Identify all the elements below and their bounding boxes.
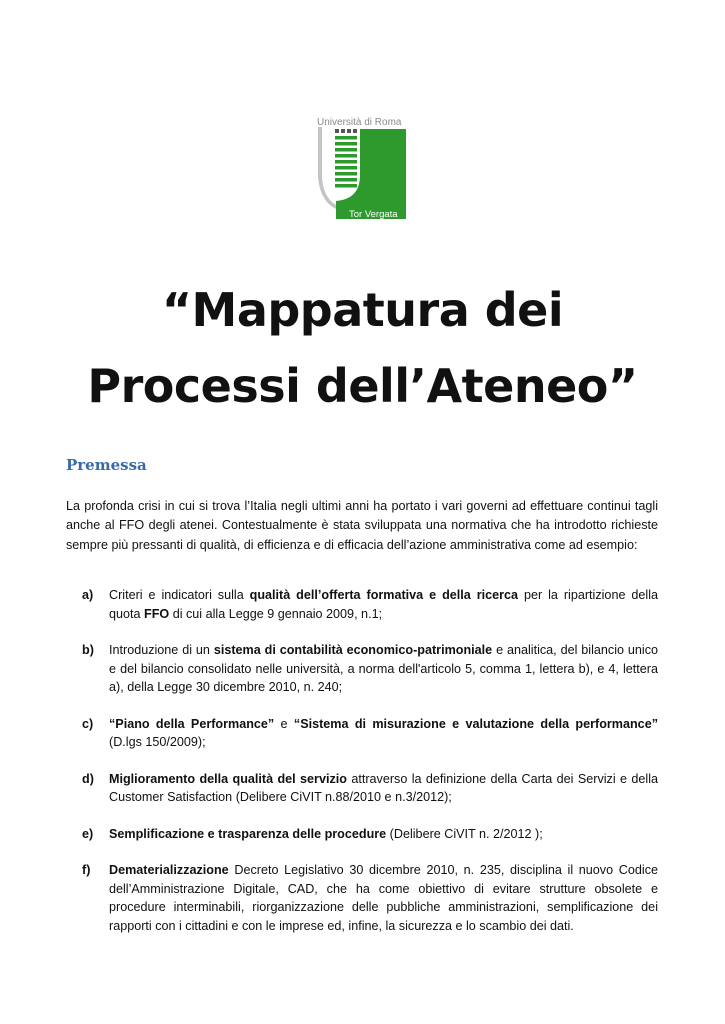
item-bold-text: FFO [144,606,170,621]
item-text: Criteri e indicatori sulla [109,588,250,602]
document-title [0,272,725,424]
item-bold-text: sistema di contabilità economico-patrimoniale [213,643,493,657]
item-bold-text: Miglioramento della qualità del servizio [109,771,347,786]
requirements-list [66,586,658,935]
logo-emblem [316,117,408,221]
item-text: (D.lgs 150/2009); [109,735,206,749]
list-item-f [66,861,658,935]
item-bold-text: “Sistema di misurazione e valutazione della performance” [293,716,658,731]
item-bold-text: “Piano della Performance” [109,716,275,731]
title-line-1: “Mappatura dei [161,283,564,337]
list-spacer [66,752,658,770]
university-logo [316,117,408,221]
item-bold-text: Semplificazione e trasparenza delle procedure [109,826,387,841]
list-marker: b) [82,643,94,657]
list-item-c [66,715,658,752]
list-spacer [66,623,658,641]
list-marker: f) [82,863,91,877]
list-spacer [66,843,658,861]
list-spacer [66,807,658,825]
item-text: e [274,716,294,731]
list-marker: e) [82,826,94,841]
list-marker: d) [82,771,94,786]
item-text: Introduzione di un [109,643,214,657]
item-text: per la ripartizione della quota [109,588,658,621]
logo-bottom-text: Tor Vergata [349,209,398,220]
list-spacer [66,697,658,715]
section-heading: Premessa [66,456,147,474]
title-line-2: Processi dell’Ateneo” [87,359,638,413]
intro-paragraph: La profonda crisi in cui si trova l’Italia negli ultimi anni ha portato i vari governi ad effettuare continui tagli anche al FFO degli atenei. Contestualmente è stata sviluppata una normativa che ha introdotto richieste sempre più pressanti di qualità, di efficienza e di efficacia dell’azione amministrativa come ad esempio: [66,499,658,552]
item-text: Decreto Legislativo 30 dicembre 2010, n. 235, disciplina il nuovo Codice dell’Amministrazione Digitale, CAD, che ha come obiettivo di evitare strutture obsolete e procedure interminabili, riorganizzazione delle pubbliche amministrazioni, semplificazione dei rapporti con i cittadini e con le imprese ed, infine, la sicurezza e lo scambio dei dati. [109,863,658,933]
list-item-b [66,641,658,697]
item-bold-text: qualità dell’offerta formativa e della ricerca [249,588,519,602]
item-text: e analitica, del bilancio unico e del bilancio consolidato nelle università, a norma dell'articolo 5, comma 1, lettera b), e 4, lettera a), della Legge 30 dicembre 2010, n. 240; [109,643,659,694]
item-text: attraverso la definizione della Carta dei Servizi e della Customer Satisfaction (Delibere CiVIT n.88/2010 e n.3/2012); [109,771,658,804]
item-text: di cui alla Legge 9 gennaio 2009, n.1; [169,606,383,621]
item-text: (Delibere CiVIT n. 2/2012 ); [386,826,543,841]
list-item-a [66,586,658,623]
logo-top-text: Università di Roma [317,117,402,128]
list-item-d [66,770,658,807]
list-marker: c) [82,716,94,731]
list-item-e [66,825,658,844]
list-marker: a) [82,588,94,602]
item-bold-text: Dematerializzazione [109,863,229,877]
